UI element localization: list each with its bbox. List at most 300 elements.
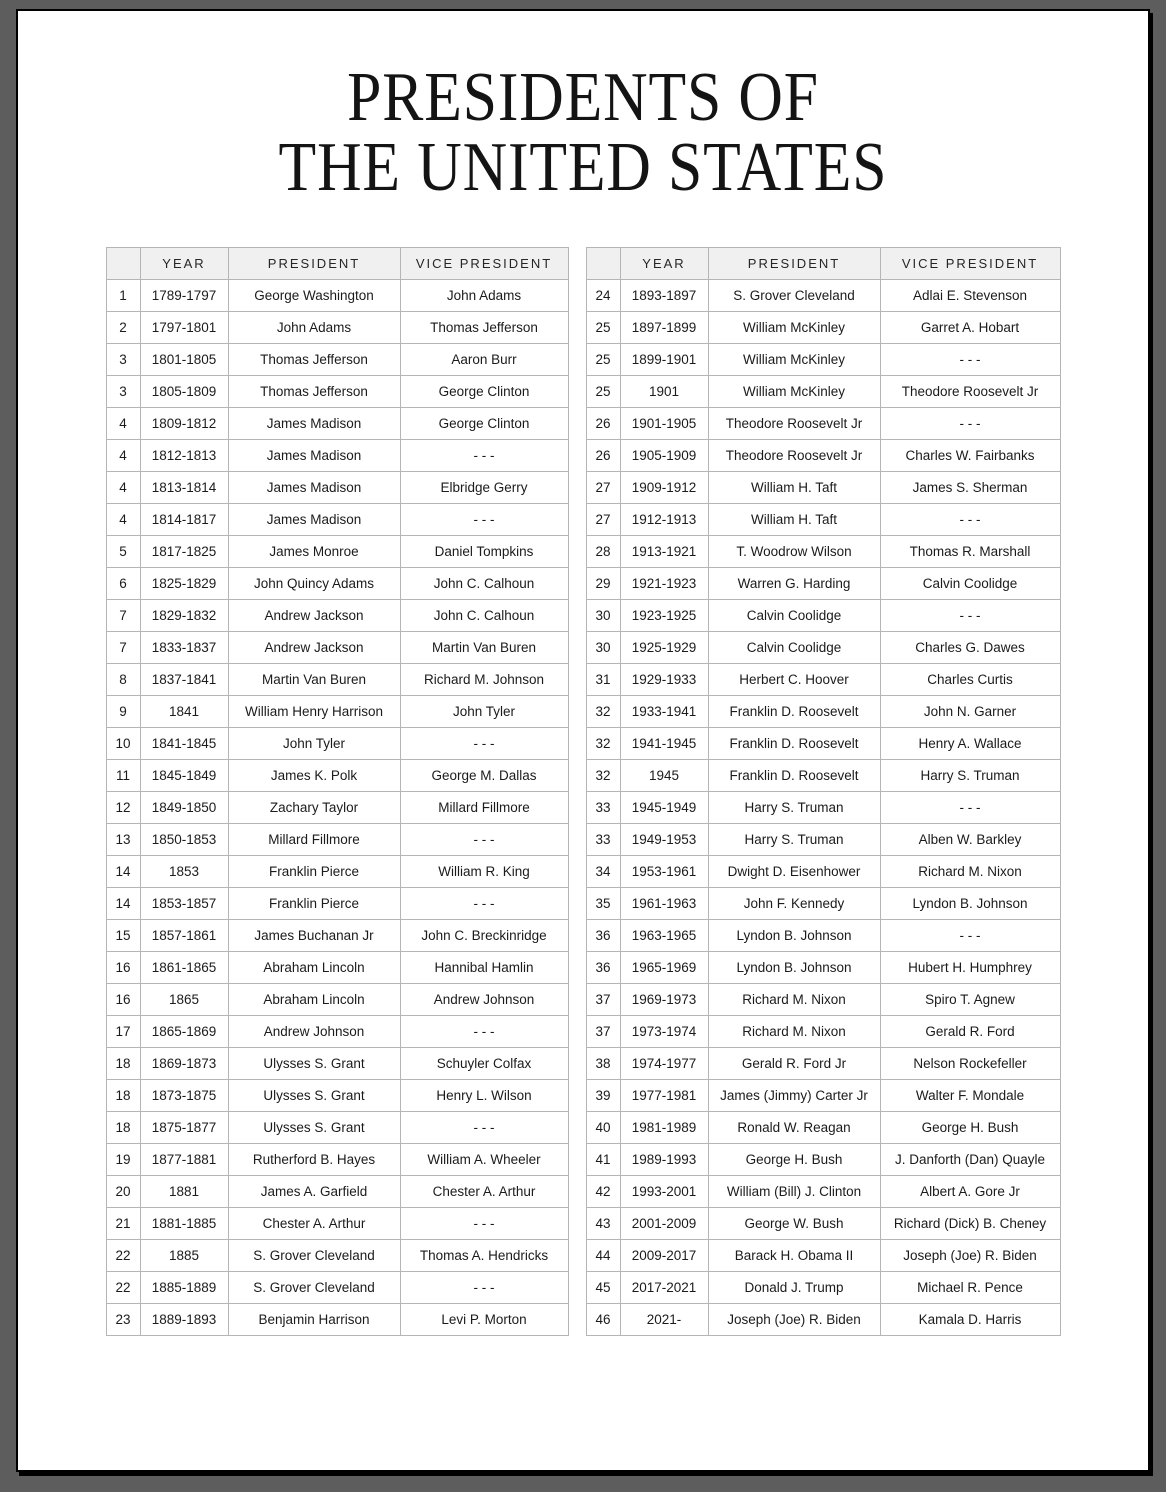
year-cell: 1981-1989 [620, 1112, 708, 1144]
table-row [586, 824, 1060, 856]
president-cell: William McKinley [708, 312, 880, 344]
president-cell: Lyndon B. Johnson [708, 952, 880, 984]
vice-president-cell: Thomas R. Marshall [880, 536, 1060, 568]
year-cell: 1945 [620, 760, 708, 792]
year-cell: 1850-1853 [140, 824, 228, 856]
table-row [106, 1016, 568, 1048]
year-cell: 1905-1909 [620, 440, 708, 472]
year-cell: 1857-1861 [140, 920, 228, 952]
vice-president-cell: Calvin Coolidge [880, 568, 1060, 600]
vice-president-cell: Thomas Jefferson [400, 312, 568, 344]
vice-president-cell: John Tyler [400, 696, 568, 728]
president-cell: Calvin Coolidge [708, 600, 880, 632]
vice-president-cell: Garret A. Hobart [880, 312, 1060, 344]
vice-president-cell: Hubert H. Humphrey [880, 952, 1060, 984]
table-row [586, 344, 1060, 376]
president-cell: Donald J. Trump [708, 1272, 880, 1304]
table-row [586, 696, 1060, 728]
year-cell: 1829-1832 [140, 600, 228, 632]
president-cell: S. Grover Cleveland [708, 280, 880, 312]
vice-president-cell: John N. Garner [880, 696, 1060, 728]
number-cell: 12 [106, 792, 140, 824]
table-row [106, 1208, 568, 1240]
table-row [586, 1272, 1060, 1304]
number-cell: 34 [586, 856, 620, 888]
number-cell: 13 [106, 824, 140, 856]
table-row [586, 728, 1060, 760]
vice-president-cell: Charles G. Dawes [880, 632, 1060, 664]
year-cell: 1977-1981 [620, 1080, 708, 1112]
vice-president-cell: - - - [880, 792, 1060, 824]
year-cell: 1877-1881 [140, 1144, 228, 1176]
number-cell: 1 [106, 280, 140, 312]
table-row [106, 1144, 568, 1176]
number-cell: 25 [586, 376, 620, 408]
number-cell: 23 [106, 1304, 140, 1336]
vice-president-cell: William A. Wheeler [400, 1144, 568, 1176]
table-row [586, 376, 1060, 408]
year-cell: 1865 [140, 984, 228, 1016]
president-cell: Andrew Jackson [228, 632, 400, 664]
number-cell: 6 [106, 568, 140, 600]
president-cell: Harry S. Truman [708, 792, 880, 824]
president-cell: Ulysses S. Grant [228, 1080, 400, 1112]
number-cell: 27 [586, 472, 620, 504]
number-cell: 9 [106, 696, 140, 728]
table-row [106, 472, 568, 504]
president-cell: Ulysses S. Grant [228, 1048, 400, 1080]
year-cell: 1813-1814 [140, 472, 228, 504]
table-row [106, 504, 568, 536]
number-cell: 18 [106, 1080, 140, 1112]
table-row [106, 632, 568, 664]
number-cell: 14 [106, 888, 140, 920]
vice-president-cell: John Adams [400, 280, 568, 312]
vice-president-cell: Elbridge Gerry [400, 472, 568, 504]
president-cell: Andrew Jackson [228, 600, 400, 632]
president-cell: George H. Bush [708, 1144, 880, 1176]
year-cell: 1901-1905 [620, 408, 708, 440]
president-cell: William Henry Harrison [228, 696, 400, 728]
year-cell: 1885-1889 [140, 1272, 228, 1304]
year-cell: 1989-1993 [620, 1144, 708, 1176]
table-row [106, 1048, 568, 1080]
vice-president-cell: J. Danforth (Dan) Quayle [880, 1144, 1060, 1176]
number-cell: 17 [106, 1016, 140, 1048]
president-cell: William McKinley [708, 376, 880, 408]
table-row [106, 600, 568, 632]
number-cell: 30 [586, 600, 620, 632]
vice-president-cell: Richard (Dick) B. Cheney [880, 1208, 1060, 1240]
number-cell: 33 [586, 824, 620, 856]
table-row [586, 952, 1060, 984]
table-row [586, 1176, 1060, 1208]
table-row [586, 664, 1060, 696]
number-cell: 33 [586, 792, 620, 824]
year-cell: 1897-1899 [620, 312, 708, 344]
table-row [586, 280, 1060, 312]
year-cell: 1969-1973 [620, 984, 708, 1016]
year-cell: 1974-1977 [620, 1048, 708, 1080]
vice-president-cell: Michael R. Pence [880, 1272, 1060, 1304]
column-header [586, 248, 620, 280]
table-row [106, 376, 568, 408]
number-cell: 26 [586, 408, 620, 440]
vice-president-cell: George Clinton [400, 376, 568, 408]
president-cell: William (Bill) J. Clinton [708, 1176, 880, 1208]
vice-president-cell: Harry S. Truman [880, 760, 1060, 792]
vice-president-cell: - - - [400, 504, 568, 536]
table-row [106, 824, 568, 856]
vice-president-cell: - - - [880, 920, 1060, 952]
table-row [586, 1208, 1060, 1240]
vice-president-cell: Kamala D. Harris [880, 1304, 1060, 1336]
year-cell: 1849-1850 [140, 792, 228, 824]
year-cell: 1801-1805 [140, 344, 228, 376]
year-cell: 1817-1825 [140, 536, 228, 568]
vice-president-cell: - - - [400, 1112, 568, 1144]
table-row [586, 792, 1060, 824]
number-cell: 32 [586, 760, 620, 792]
table-row [106, 1176, 568, 1208]
number-cell: 29 [586, 568, 620, 600]
column-header: VICE PRESIDENT [880, 248, 1060, 280]
column-header: PRESIDENT [708, 248, 880, 280]
president-cell: James A. Garfield [228, 1176, 400, 1208]
year-cell: 1925-1929 [620, 632, 708, 664]
number-cell: 21 [106, 1208, 140, 1240]
president-cell: Barack H. Obama II [708, 1240, 880, 1272]
table-row [586, 760, 1060, 792]
president-cell: Franklin Pierce [228, 856, 400, 888]
vice-president-cell: James S. Sherman [880, 472, 1060, 504]
president-cell: Lyndon B. Johnson [708, 920, 880, 952]
vice-president-cell: - - - [400, 1272, 568, 1304]
year-cell: 1941-1945 [620, 728, 708, 760]
vice-president-cell: George M. Dallas [400, 760, 568, 792]
year-cell: 1949-1953 [620, 824, 708, 856]
table-row [106, 920, 568, 952]
table-row [586, 408, 1060, 440]
number-cell: 14 [106, 856, 140, 888]
number-cell: 32 [586, 696, 620, 728]
number-cell: 8 [106, 664, 140, 696]
president-cell: James K. Polk [228, 760, 400, 792]
table-row [586, 1144, 1060, 1176]
number-cell: 38 [586, 1048, 620, 1080]
column-header: YEAR [620, 248, 708, 280]
year-cell: 1899-1901 [620, 344, 708, 376]
president-cell: Abraham Lincoln [228, 984, 400, 1016]
year-cell: 1853-1857 [140, 888, 228, 920]
number-cell: 5 [106, 536, 140, 568]
table-row [106, 728, 568, 760]
president-cell: William H. Taft [708, 472, 880, 504]
vice-president-cell: Schuyler Colfax [400, 1048, 568, 1080]
vice-president-cell: - - - [400, 728, 568, 760]
year-cell: 1814-1817 [140, 504, 228, 536]
number-cell: 4 [106, 440, 140, 472]
year-cell: 1973-1974 [620, 1016, 708, 1048]
vice-president-cell: Lyndon B. Johnson [880, 888, 1060, 920]
vice-president-cell: Chester A. Arthur [400, 1176, 568, 1208]
president-cell: S. Grover Cleveland [228, 1240, 400, 1272]
vice-president-cell: Richard M. Nixon [880, 856, 1060, 888]
president-cell: William McKinley [708, 344, 880, 376]
number-cell: 3 [106, 344, 140, 376]
number-cell: 20 [106, 1176, 140, 1208]
table-row [106, 536, 568, 568]
number-cell: 28 [586, 536, 620, 568]
table-header-row [106, 248, 568, 280]
table-row [106, 568, 568, 600]
year-cell: 1889-1893 [140, 1304, 228, 1336]
number-cell: 46 [586, 1304, 620, 1336]
president-cell: Richard M. Nixon [708, 1016, 880, 1048]
year-cell: 1933-1941 [620, 696, 708, 728]
table-row [586, 440, 1060, 472]
president-cell: James Madison [228, 472, 400, 504]
vice-president-cell: Richard M. Johnson [400, 664, 568, 696]
year-cell: 1929-1933 [620, 664, 708, 696]
vice-president-cell: - - - [400, 888, 568, 920]
year-cell: 1953-1961 [620, 856, 708, 888]
president-cell: John Quincy Adams [228, 568, 400, 600]
year-cell: 1825-1829 [140, 568, 228, 600]
table-row [106, 280, 568, 312]
number-cell: 4 [106, 472, 140, 504]
vice-president-cell: Aaron Burr [400, 344, 568, 376]
vice-president-cell: Martin Van Buren [400, 632, 568, 664]
vice-president-cell: Walter F. Mondale [880, 1080, 1060, 1112]
year-cell: 1875-1877 [140, 1112, 228, 1144]
vice-president-cell: - - - [880, 600, 1060, 632]
number-cell: 31 [586, 664, 620, 696]
presidents-table-right [586, 247, 1061, 1336]
table-row [106, 408, 568, 440]
year-cell: 1885 [140, 1240, 228, 1272]
vice-president-cell: Millard Fillmore [400, 792, 568, 824]
document-page [16, 9, 1150, 1472]
president-cell: Joseph (Joe) R. Biden [708, 1304, 880, 1336]
president-cell: James Monroe [228, 536, 400, 568]
table-row [106, 952, 568, 984]
year-cell: 1893-1897 [620, 280, 708, 312]
president-cell: Theodore Roosevelt Jr [708, 440, 880, 472]
president-cell: Ulysses S. Grant [228, 1112, 400, 1144]
table-row [106, 696, 568, 728]
vice-president-cell: John C. Breckinridge [400, 920, 568, 952]
table-row [586, 1112, 1060, 1144]
year-cell: 2009-2017 [620, 1240, 708, 1272]
vice-president-cell: - - - [400, 1016, 568, 1048]
number-cell: 35 [586, 888, 620, 920]
table-row [106, 664, 568, 696]
year-cell: 1963-1965 [620, 920, 708, 952]
year-cell: 1901 [620, 376, 708, 408]
number-cell: 30 [586, 632, 620, 664]
page-title-line-1: PRESIDENTS OF [347, 59, 819, 136]
table-row [106, 1272, 568, 1304]
vice-president-cell: Thomas A. Hendricks [400, 1240, 568, 1272]
year-cell: 1812-1813 [140, 440, 228, 472]
table-row [586, 632, 1060, 664]
column-header: VICE PRESIDENT [400, 248, 568, 280]
year-cell: 1853 [140, 856, 228, 888]
number-cell: 7 [106, 600, 140, 632]
year-cell: 2001-2009 [620, 1208, 708, 1240]
table-row [106, 888, 568, 920]
vice-president-cell: - - - [400, 440, 568, 472]
number-cell: 37 [586, 1016, 620, 1048]
table-row [106, 1112, 568, 1144]
number-cell: 19 [106, 1144, 140, 1176]
vice-president-cell: Alben W. Barkley [880, 824, 1060, 856]
number-cell: 37 [586, 984, 620, 1016]
president-cell: Abraham Lincoln [228, 952, 400, 984]
page-title [18, 59, 1148, 206]
president-cell: Harry S. Truman [708, 824, 880, 856]
number-cell: 16 [106, 952, 140, 984]
year-cell: 1913-1921 [620, 536, 708, 568]
vice-president-cell: Daniel Tompkins [400, 536, 568, 568]
number-cell: 25 [586, 344, 620, 376]
table-row [106, 856, 568, 888]
president-cell: James Buchanan Jr [228, 920, 400, 952]
president-cell: Millard Fillmore [228, 824, 400, 856]
vice-president-cell: Henry L. Wilson [400, 1080, 568, 1112]
number-cell: 32 [586, 728, 620, 760]
president-cell: James Madison [228, 408, 400, 440]
president-cell: Thomas Jefferson [228, 344, 400, 376]
year-cell: 1837-1841 [140, 664, 228, 696]
president-cell: Franklin D. Roosevelt [708, 760, 880, 792]
number-cell: 36 [586, 920, 620, 952]
vice-president-cell: - - - [880, 408, 1060, 440]
number-cell: 10 [106, 728, 140, 760]
column-header: PRESIDENT [228, 248, 400, 280]
president-cell: Thomas Jefferson [228, 376, 400, 408]
page-title-line-2: THE UNITED STATES [278, 129, 888, 206]
vice-president-cell: Charles W. Fairbanks [880, 440, 1060, 472]
president-cell: Franklin D. Roosevelt [708, 696, 880, 728]
table-row [586, 536, 1060, 568]
number-cell: 36 [586, 952, 620, 984]
number-cell: 11 [106, 760, 140, 792]
number-cell: 18 [106, 1048, 140, 1080]
year-cell: 1841-1845 [140, 728, 228, 760]
president-cell: Zachary Taylor [228, 792, 400, 824]
tables-container [18, 247, 1148, 1336]
number-cell: 3 [106, 376, 140, 408]
table-row [586, 1016, 1060, 1048]
year-cell: 1945-1949 [620, 792, 708, 824]
vice-president-cell: Albert A. Gore Jr [880, 1176, 1060, 1208]
number-cell: 22 [106, 1272, 140, 1304]
number-cell: 16 [106, 984, 140, 1016]
vice-president-cell: Spiro T. Agnew [880, 984, 1060, 1016]
number-cell: 27 [586, 504, 620, 536]
year-cell: 1912-1913 [620, 504, 708, 536]
president-cell: Theodore Roosevelt Jr [708, 408, 880, 440]
year-cell: 1965-1969 [620, 952, 708, 984]
table-row [586, 472, 1060, 504]
vice-president-cell: Joseph (Joe) R. Biden [880, 1240, 1060, 1272]
year-cell: 1833-1837 [140, 632, 228, 664]
vice-president-cell: Levi P. Morton [400, 1304, 568, 1336]
number-cell: 2 [106, 312, 140, 344]
year-cell: 1841 [140, 696, 228, 728]
president-cell: Calvin Coolidge [708, 632, 880, 664]
year-cell: 1921-1923 [620, 568, 708, 600]
table-row [106, 344, 568, 376]
column-header [106, 248, 140, 280]
table-row [586, 1048, 1060, 1080]
president-cell: Andrew Johnson [228, 1016, 400, 1048]
number-cell: 45 [586, 1272, 620, 1304]
year-cell: 1993-2001 [620, 1176, 708, 1208]
vice-president-cell: John C. Calhoun [400, 600, 568, 632]
president-cell: William H. Taft [708, 504, 880, 536]
president-cell: James Madison [228, 504, 400, 536]
table-row [106, 312, 568, 344]
vice-president-cell: - - - [400, 1208, 568, 1240]
president-cell: Gerald R. Ford Jr [708, 1048, 880, 1080]
table-row [586, 600, 1060, 632]
president-cell: George Washington [228, 280, 400, 312]
president-cell: Franklin D. Roosevelt [708, 728, 880, 760]
number-cell: 22 [106, 1240, 140, 1272]
vice-president-cell: George Clinton [400, 408, 568, 440]
president-cell: Herbert C. Hoover [708, 664, 880, 696]
year-cell: 1873-1875 [140, 1080, 228, 1112]
year-cell: 1845-1849 [140, 760, 228, 792]
year-cell: 1797-1801 [140, 312, 228, 344]
vice-president-cell: Charles Curtis [880, 664, 1060, 696]
vice-president-cell: - - - [880, 344, 1060, 376]
number-cell: 44 [586, 1240, 620, 1272]
table-row [586, 312, 1060, 344]
number-cell: 39 [586, 1080, 620, 1112]
vice-president-cell: Hannibal Hamlin [400, 952, 568, 984]
column-header: YEAR [140, 248, 228, 280]
vice-president-cell: Theodore Roosevelt Jr [880, 376, 1060, 408]
table-row [106, 1304, 568, 1336]
vice-president-cell: - - - [400, 824, 568, 856]
number-cell: 15 [106, 920, 140, 952]
president-cell: Benjamin Harrison [228, 1304, 400, 1336]
president-cell: Rutherford B. Hayes [228, 1144, 400, 1176]
table-row [586, 984, 1060, 1016]
table-row [106, 1240, 568, 1272]
president-cell: T. Woodrow Wilson [708, 536, 880, 568]
year-cell: 1805-1809 [140, 376, 228, 408]
table-row [106, 1080, 568, 1112]
number-cell: 4 [106, 504, 140, 536]
year-cell: 2017-2021 [620, 1272, 708, 1304]
year-cell: 1809-1812 [140, 408, 228, 440]
table-row [106, 792, 568, 824]
president-cell: Ronald W. Reagan [708, 1112, 880, 1144]
president-cell: James (Jimmy) Carter Jr [708, 1080, 880, 1112]
president-cell: Richard M. Nixon [708, 984, 880, 1016]
table-row [586, 856, 1060, 888]
table-row [106, 440, 568, 472]
president-cell: George W. Bush [708, 1208, 880, 1240]
president-cell: Franklin Pierce [228, 888, 400, 920]
number-cell: 26 [586, 440, 620, 472]
table-row [586, 888, 1060, 920]
